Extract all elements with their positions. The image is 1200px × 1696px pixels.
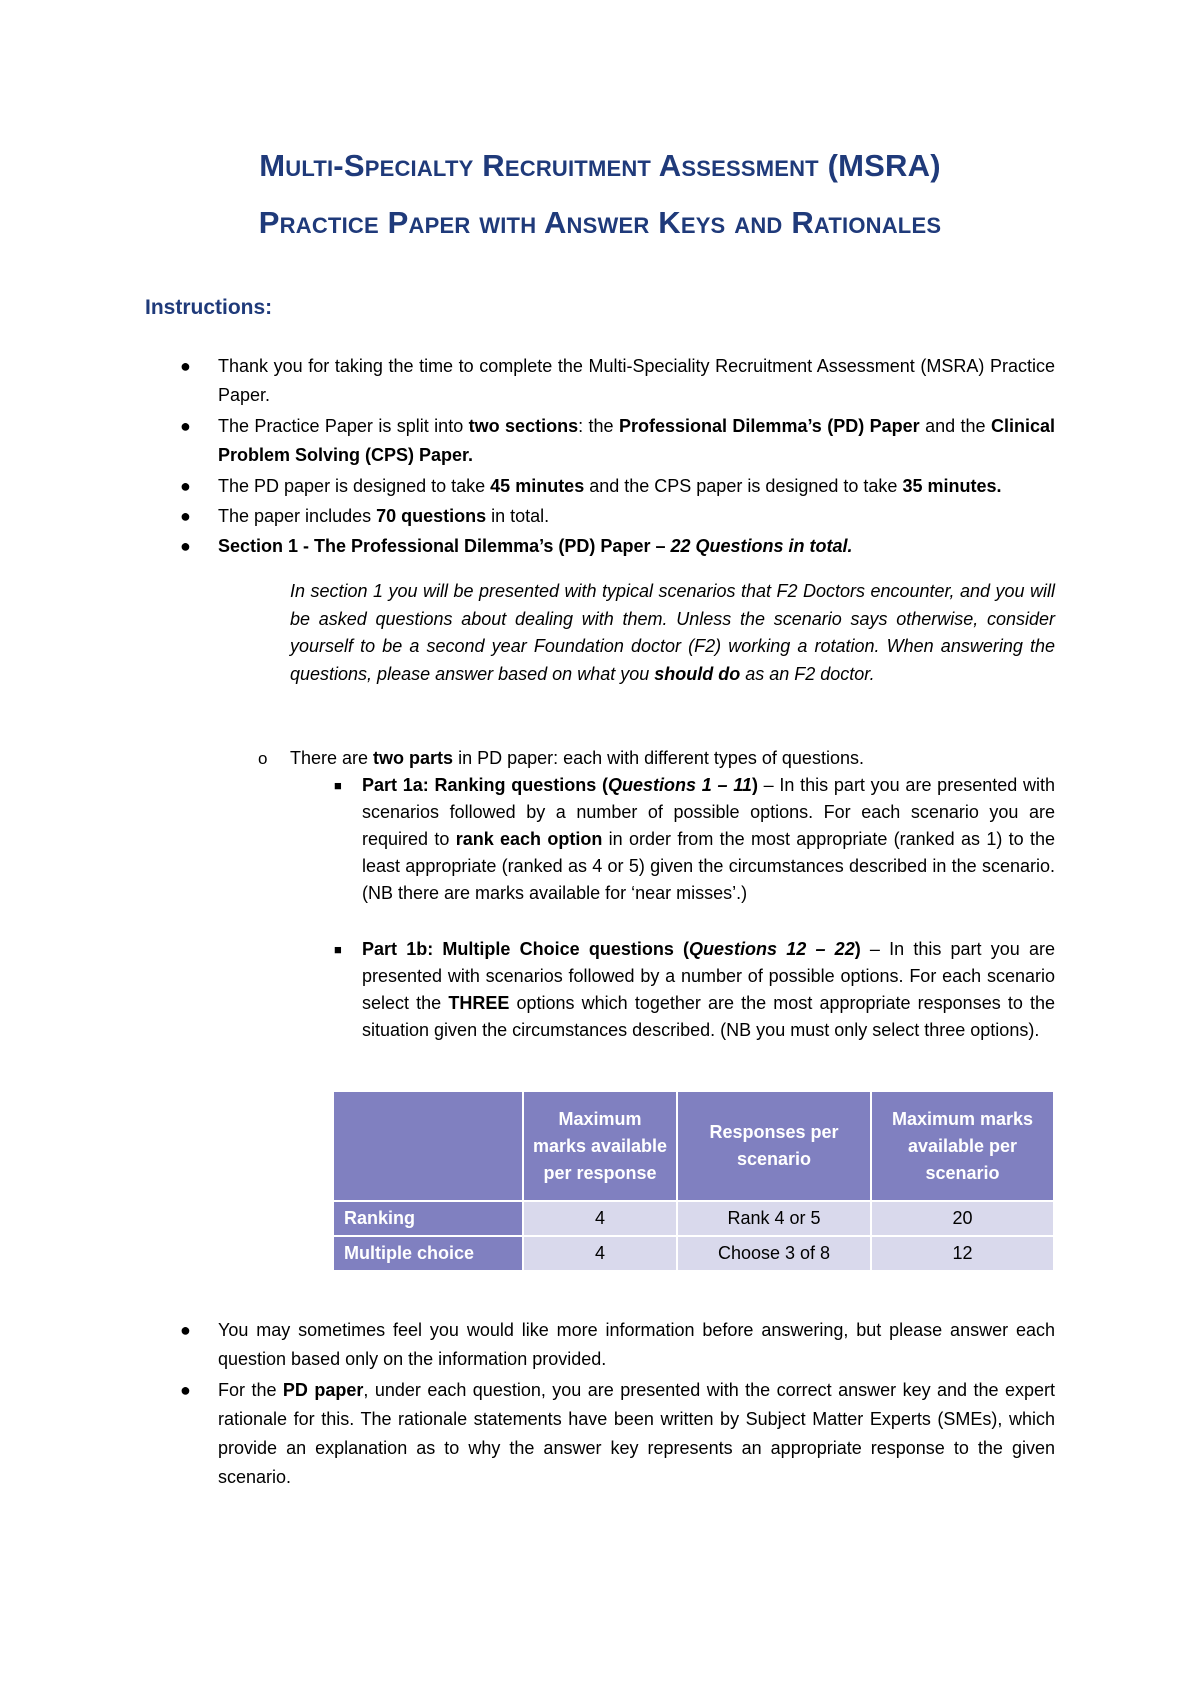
part-1a-description: Part 1a: Ranking questions (Questions 1 – 11) – In this part you are presented with scenarios followed by a number of possible options. For each scenario you are required to rank each option in order from the most appropriate (ranked as 1) to the least appropriate (ranked as 4 or 5) given the circumstances described in the scenario. (NB there are marks available for ‘near misses’.) <box>362 775 1055 903</box>
bullet-dot-icon: ● <box>180 416 191 436</box>
table-cell: Choose 3 of 8 <box>678 1237 870 1270</box>
bullet-dot-icon: ● <box>180 356 191 376</box>
square-bullet-icon: ■ <box>334 778 342 793</box>
table-row <box>334 1237 1053 1270</box>
instruction-item-7: For the PD paper, under each question, you are presented with the correct answer key and the expert rationale for this. The rationale statements have been written by Subject Matter Experts (SMEs), which provide an explanation as to why the answer key represents an appropriate response to the given scenario. <box>218 1380 1055 1487</box>
part-1b-description: Part 1b: Multiple Choice questions (Questions 12 – 22) – In this part you are presented with scenarios followed by a number of possible options. For each scenario select the THREE options which together are the most appropriate responses to the situation given the circumstances described. (NB you must only select three options). <box>362 939 1056 1040</box>
square-bullet-icon: ■ <box>334 942 342 957</box>
instruction-item-3: The PD paper is designed to take 45 minutes and the CPS paper is designed to take 35 minutes. <box>218 476 1002 496</box>
bullet-dot-icon: ● <box>180 536 191 556</box>
table-cell: 4 <box>524 1202 676 1235</box>
document-title: Multi-Specialty Recruitment Assessment (MSRA) <box>259 148 941 183</box>
document-subtitle: Practice Paper with Answer Keys and Rationales <box>258 205 942 240</box>
table-header-cell: Maximum marks available per response <box>524 1092 676 1200</box>
table-cell: 4 <box>524 1237 676 1270</box>
section1-intro: In section 1 you will be presented with typical scenarios that F2 Doctors encounter, and you will be asked questions about dealing with them. Unless the scenario says otherwise, consider yourself to be a second year Foundation doctor (F2) working a rotation. When answering the questions, please answer based on what you should do as an F2 doctor. <box>290 581 1055 684</box>
instruction-item-2: The Practice Paper is split into two sections: the Professional Dilemma’s (PD) Paper and the Clinical Problem Solving (CPS) Paper. <box>218 416 1056 465</box>
table-cell: 20 <box>872 1202 1053 1235</box>
table-header-cell <box>334 1092 522 1200</box>
hollow-circle-icon: o <box>258 749 268 768</box>
bullet-dot-icon: ● <box>180 506 191 526</box>
table-cell: 12 <box>872 1237 1053 1270</box>
table-cell: Rank 4 or 5 <box>678 1202 870 1235</box>
table-header-cell: Responses per scenario <box>678 1092 870 1200</box>
table-row <box>334 1202 1053 1235</box>
sub-bullet-two-parts: There are two parts in PD paper: each with different types of questions. <box>290 748 864 768</box>
instruction-item-1: Thank you for taking the time to complete the Multi-Speciality Recruitment Assessment (MSRA) Practice Paper. <box>218 356 1055 405</box>
table-header-row <box>334 1092 1053 1200</box>
bullet-dot-icon: ● <box>180 476 191 496</box>
marks-table <box>332 1090 1055 1272</box>
table-row-label: Multiple choice <box>334 1237 522 1270</box>
instruction-item-5: Section 1 - The Professional Dilemma’s (PD) Paper – 22 Questions in total. <box>218 536 853 556</box>
table-row-label: Ranking <box>334 1202 522 1235</box>
table-header-cell: Maximum marks available per scenario <box>872 1092 1053 1200</box>
bullet-dot-icon: ● <box>180 1320 191 1340</box>
bullet-dot-icon: ● <box>180 1380 191 1400</box>
instruction-item-6: You may sometimes feel you would like more information before answering, but please answer each question based only on the information provided. <box>218 1320 1055 1369</box>
instruction-item-4: The paper includes 70 questions in total. <box>218 506 550 526</box>
instructions-heading: Instructions: <box>145 296 273 319</box>
